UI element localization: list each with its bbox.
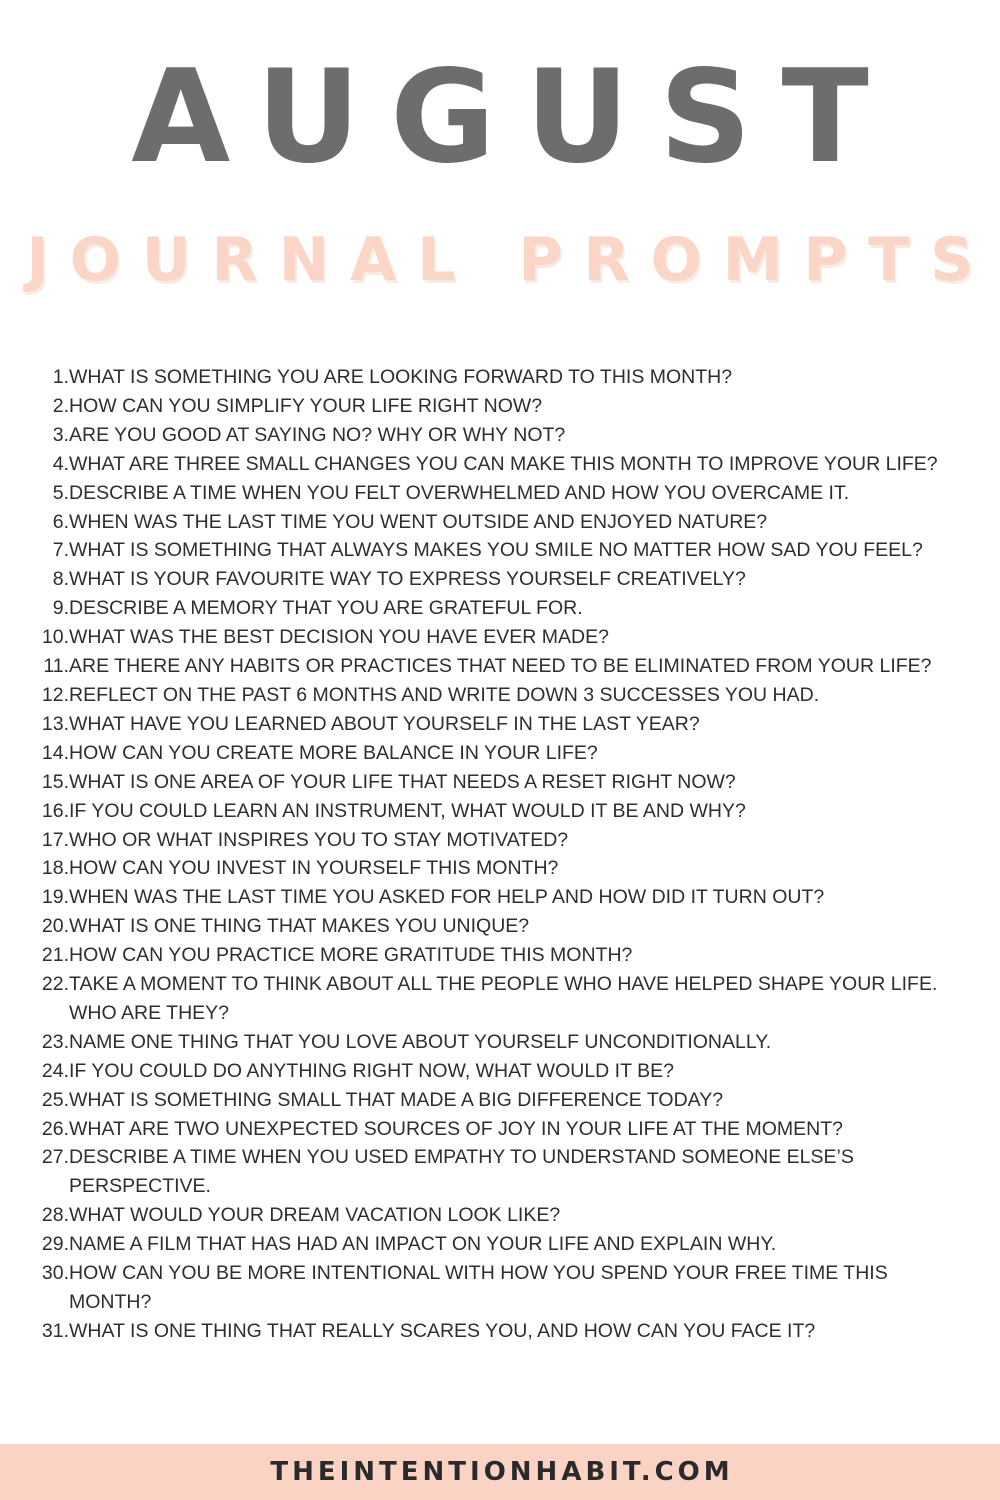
prompt-text: DESCRIBE A TIME WHEN YOU USED EMPATHY TO UNDERSTAND SOMEONE ELSE’S PERSPECTIVE. [69,1146,854,1198]
page-subtitle: JOURNAL PROMPTS [26,225,995,295]
prompt-number: 13. [41,712,69,735]
prompt-number: 28. [41,1204,69,1227]
prompt-number: 12. [41,683,69,706]
list-item [30,508,970,537]
prompt-number: 8. [52,568,69,591]
prompt-number: 15. [41,770,69,793]
prompt-text: ARE YOU GOOD AT SAYING NO? WHY OR WHY NOT? [69,423,566,446]
list-item [30,970,970,1028]
list-item [30,1086,970,1115]
list-item [30,768,970,797]
prompt-number: 19. [41,886,69,909]
prompt-number: 18. [41,857,69,880]
prompt-number: 25. [41,1088,69,1111]
list-item [30,652,970,681]
prompt-number: 4. [52,452,69,475]
footer-bar [0,1444,1000,1500]
prompt-text: WHEN WAS THE LAST TIME YOU WENT OUTSIDE AND ENJOYED NATURE? [69,510,768,533]
prompt-number: 14. [41,741,69,764]
prompt-number: 7. [52,539,69,562]
prompt-number: 11. [43,655,69,678]
prompt-number: 29. [41,1233,69,1256]
list-item [30,536,970,565]
list-item [30,594,970,623]
list-item [30,1317,970,1346]
prompt-text: REFLECT ON THE PAST 6 MONTHS AND WRITE DOWN 3 SUCCESSES YOU HAD. [69,683,820,706]
prompt-text: ARE THERE ANY HABITS OR PRACTICES THAT NEED TO BE ELIMINATED FROM YOUR LIFE? [69,655,932,678]
prompt-text: HOW CAN YOU CREATE MORE BALANCE IN YOUR LIFE? [69,741,598,764]
prompt-text: WHAT IS YOUR FAVOURITE WAY TO EXPRESS YOURSELF CREATIVELY? [69,568,746,591]
prompt-text: WHAT IS ONE AREA OF YOUR LIFE THAT NEEDS A RESET RIGHT NOW? [69,770,736,793]
prompt-text: IF YOU COULD LEARN AN INSTRUMENT, WHAT WOULD IT BE AND WHY? [69,799,746,822]
list-item [30,710,970,739]
prompt-text: NAME A FILM THAT HAS HAD AN IMPACT ON YOUR LIFE AND EXPLAIN WHY. [69,1233,777,1256]
prompt-number: 2. [52,394,69,417]
prompt-text: WHAT ARE TWO UNEXPECTED SOURCES OF JOY IN YOUR LIFE AT THE MOMENT? [69,1117,843,1140]
prompt-number: 30. [41,1262,69,1285]
list-item [30,854,970,883]
prompt-number: 26. [41,1117,69,1140]
prompt-text: WHAT IS SOMETHING THAT ALWAYS MAKES YOU SMILE NO MATTER HOW SAD YOU FEEL? [69,539,923,562]
prompt-number: 9. [52,597,69,620]
prompt-number: 5. [52,481,69,504]
prompt-number: 10. [41,626,69,649]
list-item [30,1230,970,1259]
list-item [30,565,970,594]
prompt-number: 22. [41,973,69,996]
list-item [30,797,970,826]
prompt-text: WHAT IS ONE THING THAT MAKES YOU UNIQUE? [69,915,530,938]
prompt-text: IF YOU COULD DO ANYTHING RIGHT NOW, WHAT WOULD IT BE? [69,1059,674,1082]
list-item [30,1115,970,1144]
prompt-number: 20. [41,915,69,938]
list-item [30,681,970,710]
footer-website-link[interactable]: THEINTENTIONHABIT.COM [270,1457,734,1487]
prompt-text: TAKE A MOMENT TO THINK ABOUT ALL THE PEOPLE WHO HAVE HELPED SHAPE YOUR LIFE. WHO ARE THEY? [69,973,938,1024]
prompt-number: 17. [41,828,69,851]
list-item [30,1057,970,1086]
prompt-number: 21. [41,944,69,967]
list-item [30,826,970,855]
page-title: AUGUST [131,43,899,192]
prompt-number: 6. [52,510,69,533]
list-item [30,1259,970,1317]
list-item [30,623,970,652]
list-item [30,363,970,392]
list-item [30,1201,970,1230]
prompt-text: HOW CAN YOU INVEST IN YOURSELF THIS MONTH? [69,857,559,880]
list-item [30,479,970,508]
prompt-text: HOW CAN YOU SIMPLIFY YOUR LIFE RIGHT NOW? [69,394,543,417]
prompt-text: DESCRIBE A TIME WHEN YOU FELT OVERWHELMED AND HOW YOU OVERCAME IT. [69,481,850,504]
list-item [30,392,970,421]
prompt-list [30,363,970,1346]
list-item [30,912,970,941]
prompt-number: 31. [41,1319,69,1342]
prompt-text: DESCRIBE A MEMORY THAT YOU ARE GRATEFUL FOR. [69,597,583,620]
list-item [30,739,970,768]
list-item [30,450,970,479]
prompt-text: WHAT HAVE YOU LEARNED ABOUT YOURSELF IN THE LAST YEAR? [69,712,700,735]
list-item [30,421,970,450]
list-item [30,1143,970,1201]
prompt-text: WHAT ARE THREE SMALL CHANGES YOU CAN MAKE THIS MONTH TO IMPROVE YOUR LIFE? [69,452,938,475]
list-item [30,1028,970,1057]
prompt-text: WHAT IS SOMETHING YOU ARE LOOKING FORWARD TO THIS MONTH? [69,366,733,388]
prompt-text: WHAT IS SOMETHING SMALL THAT MADE A BIG DIFFERENCE TODAY? [69,1088,724,1111]
list-item [30,883,970,912]
prompt-number: 3. [52,423,69,446]
prompt-text: HOW CAN YOU PRACTICE MORE GRATITUDE THIS MONTH? [69,944,633,967]
prompt-text: WHAT IS ONE THING THAT REALLY SCARES YOU, AND HOW CAN YOU FACE IT? [69,1319,816,1342]
prompt-text: WHAT WAS THE BEST DECISION YOU HAVE EVER MADE? [69,626,609,649]
prompt-number: 27. [41,1146,69,1169]
prompt-text: HOW CAN YOU BE MORE INTENTIONAL WITH HOW YOU SPEND YOUR FREE TIME THIS MONTH? [69,1262,888,1313]
prompt-text: WHAT WOULD YOUR DREAM VACATION LOOK LIKE? [69,1204,561,1227]
prompt-number: 23. [41,1030,69,1053]
prompt-number: 24. [41,1059,69,1082]
list-item [30,941,970,970]
prompt-number: 1. [52,366,69,388]
prompt-text: WHO OR WHAT INSPIRES YOU TO STAY MOTIVATED? [69,828,569,851]
prompt-number: 16. [41,799,69,822]
prompt-text: WHEN WAS THE LAST TIME YOU ASKED FOR HELP AND HOW DID IT TURN OUT? [69,886,825,909]
prompt-text: NAME ONE THING THAT YOU LOVE ABOUT YOURSELF UNCONDITIONALLY. [69,1030,772,1053]
